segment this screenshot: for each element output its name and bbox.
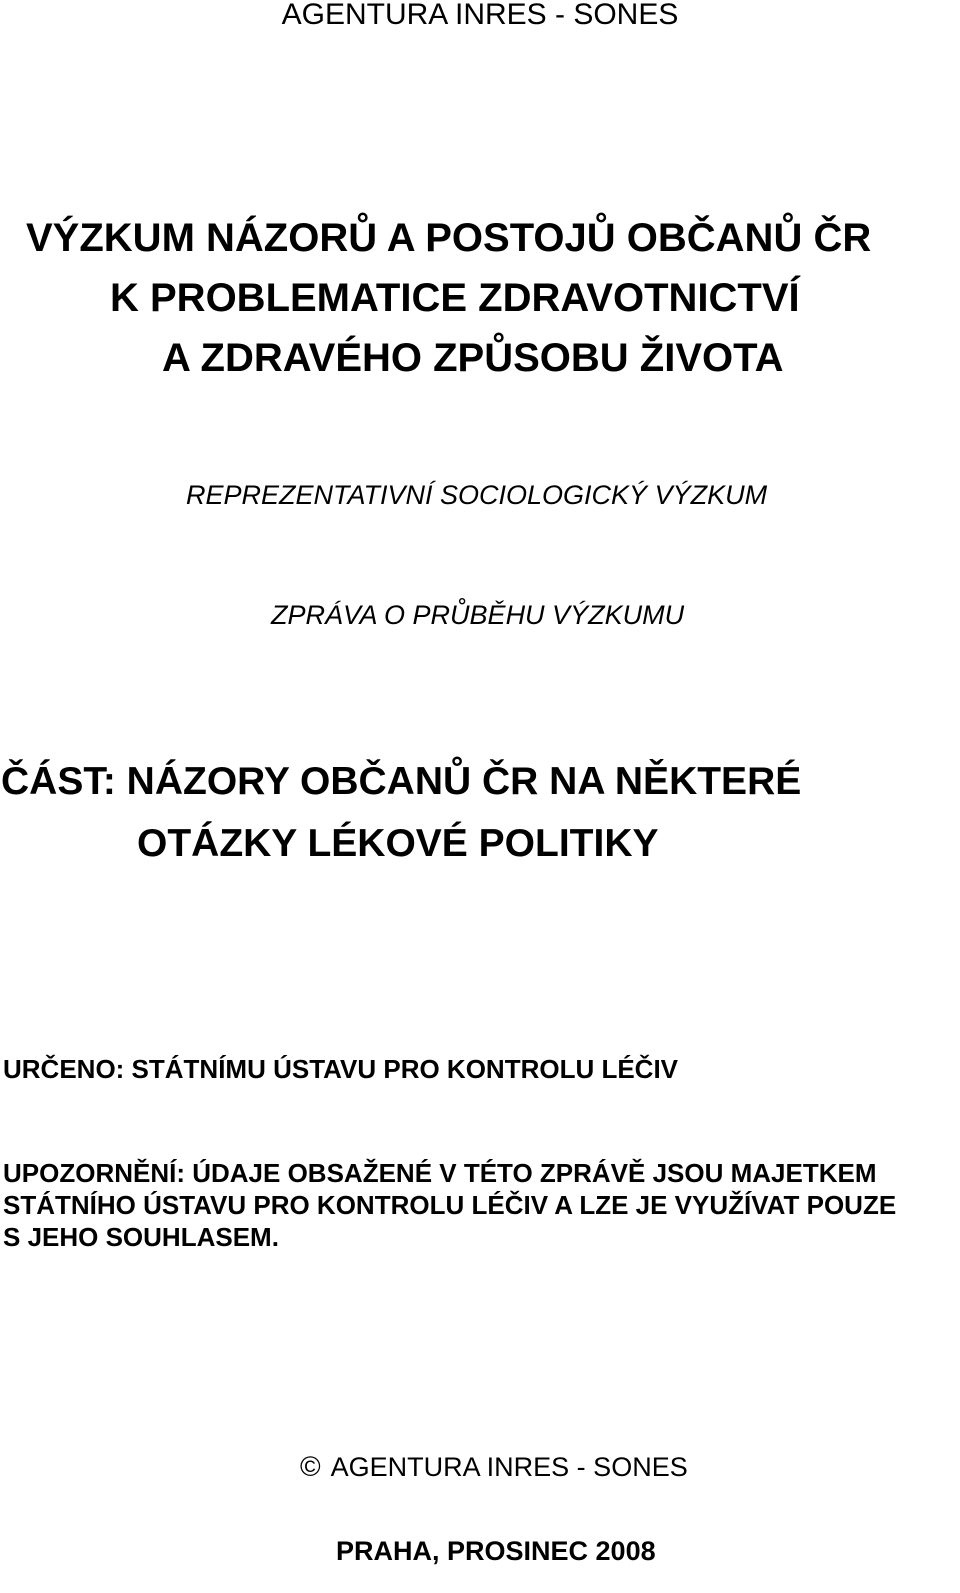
title-line-3: A ZDRAVÉHO ZPŮSOBU ŽIVOTA <box>162 336 784 380</box>
title-line-2: K PROBLEMATICE ZDRAVOTNICTVÍ <box>110 276 800 320</box>
footer-agency: AGENTURA INRES - SONES <box>330 1452 688 1482</box>
copyright-line <box>300 1453 688 1481</box>
report-type: ZPRÁVA O PRŮBĚHU VÝZKUMU <box>271 600 685 630</box>
title-line-1: VÝZKUM NÁZORŮ A POSTOJŮ OBČANŮ ČR <box>26 216 872 260</box>
copyright-icon: © <box>300 1451 321 1482</box>
notice-line-3: S JEHO SOUHLASEM. <box>3 1222 279 1252</box>
part-line-1: ČÁST: NÁZORY OBČANŮ ČR NA NĚKTERÉ <box>1 760 802 803</box>
place-date: PRAHA, PROSINEC 2008 <box>336 1536 656 1566</box>
notice-line-2: STÁTNÍHO ÚSTAVU PRO KONTROLU LÉČIV A LZE JE VYUŽÍVAT POUZE <box>3 1190 897 1220</box>
notice-line-1: UPOZORNĚNÍ: ÚDAJE OBSAŽENÉ V TÉTO ZPRÁVĚ JSOU MAJETKEM <box>3 1158 877 1188</box>
header-agency: AGENTURA INRES - SONES <box>281 0 679 31</box>
part-line-2: OTÁZKY LÉKOVÉ POLITIKY <box>137 822 659 865</box>
intended-for: URČENO: STÁTNÍMU ÚSTAVU PRO KONTROLU LÉČIV <box>3 1054 679 1084</box>
survey-type: REPREZENTATIVNÍ SOCIOLOGICKÝ VÝZKUM <box>186 480 768 510</box>
